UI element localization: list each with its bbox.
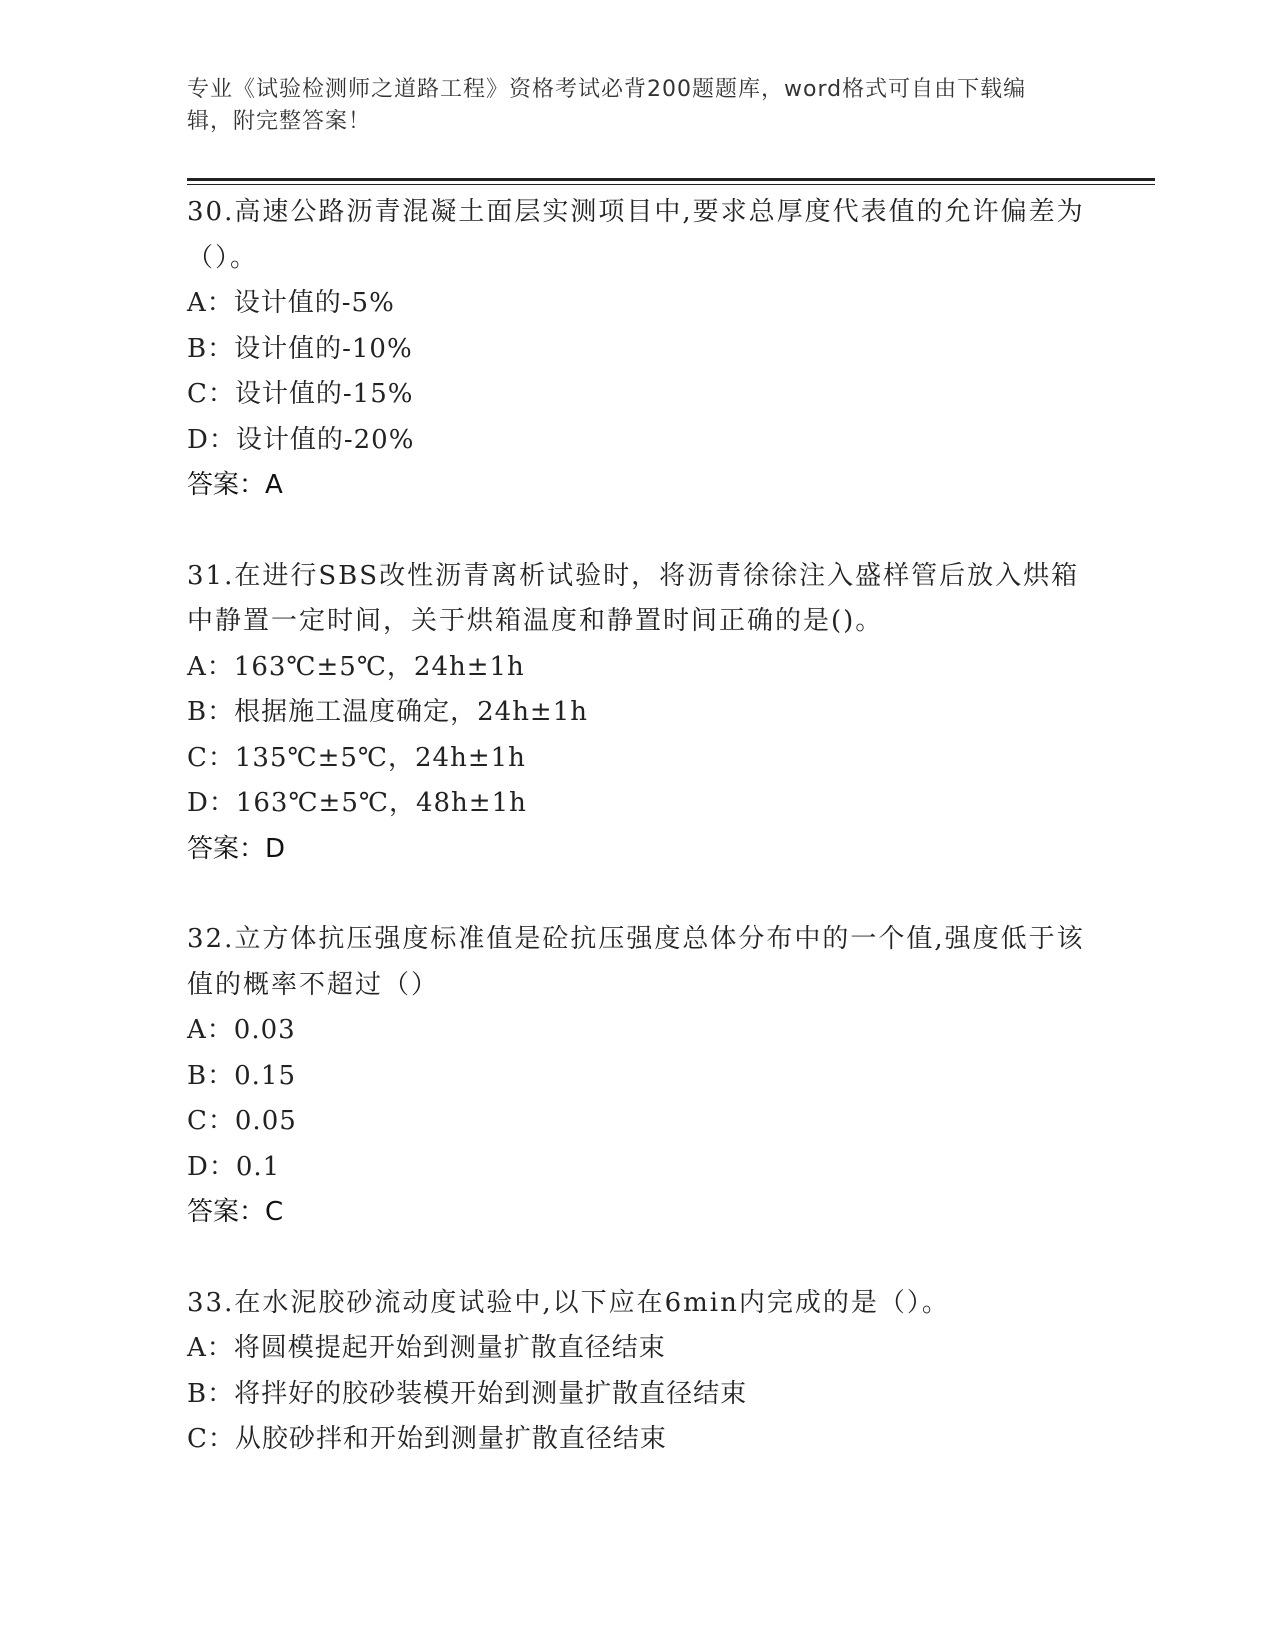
question-stem: 31.在进行SBS改性沥青离析试验时，将沥青徐徐注入盛样管后放入烘箱中静置一定时间，关于烘箱温度和静置时间正确的是()。 <box>187 560 1080 636</box>
question-33 <box>187 1281 1087 1463</box>
question-30 <box>187 190 1087 509</box>
option-b: B：将拌好的胶砂装模开始到测量扩散直径结束 <box>187 1378 748 1409</box>
option-a: A：设计值的-5% <box>187 288 395 318</box>
document-header: 专业《试验检测师之道路工程》资格考试必背200题题库，word格式可自由下载编辑，附完整答案！ <box>187 77 1027 134</box>
option-a: A：将圆模提起开始到测量扩散直径结束 <box>187 1333 666 1363</box>
option-c: C：135℃±5℃，24h±1h <box>187 742 526 773</box>
question-stem: 30.高速公路沥青混凝土面层实测项目中,要求总厚度代表值的允许偏差为（）。 <box>187 197 1085 273</box>
option-c: C：0.05 <box>187 1106 297 1136</box>
header-divider-thin <box>187 184 1155 185</box>
question-list <box>187 190 1087 1508</box>
option-c: C：设计值的-15% <box>187 379 414 409</box>
option-d: D：0.1 <box>187 1151 281 1182</box>
answer: 答案：C <box>187 1197 284 1227</box>
answer: 答案：A <box>187 470 283 500</box>
option-b: B：设计值的-10% <box>187 333 413 364</box>
header-divider-thick <box>187 178 1155 181</box>
option-d: D：163℃±5℃，48h±1h <box>187 788 527 818</box>
question-32 <box>187 917 1087 1236</box>
option-c: C：从胶砂拌和开始到测量扩散直径结束 <box>187 1424 667 1454</box>
option-a: A：0.03 <box>187 1015 296 1045</box>
answer: 答案：D <box>187 833 286 864</box>
question-stem: 32.立方体抗压强度标准值是砼抗压强度总体分布中的一个值,强度低于该值的概率不超过（） <box>187 924 1085 1000</box>
option-b: B：0.15 <box>187 1060 296 1091</box>
option-a: A：163℃±5℃，24h±1h <box>187 651 525 682</box>
question-31 <box>187 554 1087 873</box>
option-b: B：根据施工温度确定，24h±1h <box>187 697 589 727</box>
option-d: D：设计值的-20% <box>187 424 415 455</box>
question-stem: 33.在水泥胶砂流动度试验中,以下应在6min内完成的是（）。 <box>187 1287 950 1318</box>
